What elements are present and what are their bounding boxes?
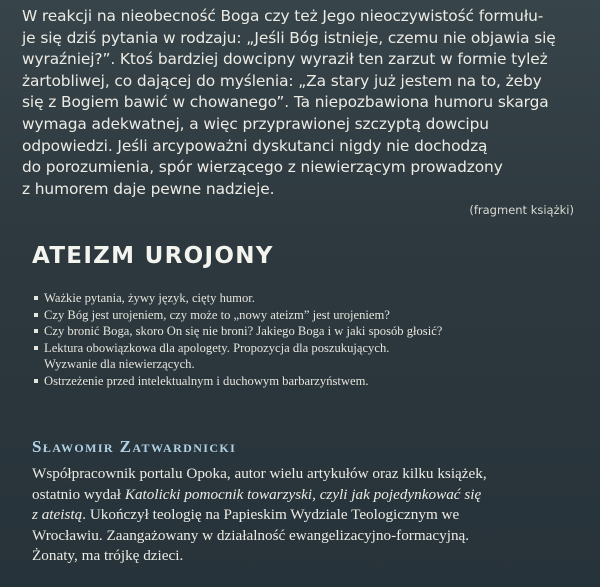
fragment-note: (fragment książki)	[469, 203, 574, 217]
book-title: Katolicki pomocnik towarzyski, czyli jak pojedynkować się	[124, 485, 482, 503]
list-item-text: Czy Bóg jest urojeniem, czy może to „nowy ateizm” jest urojeniem?	[44, 307, 390, 322]
bullet-icon	[34, 329, 38, 333]
author-name: Sławomir Zatwardnicki	[32, 437, 237, 456]
intro-paragraph	[22, 6, 578, 200]
bio-line	[32, 505, 577, 526]
list-item-text: Wyzwanie dla niewierzących.	[44, 357, 195, 371]
book-title: z ateistą	[32, 506, 83, 524]
bio-text: . Ukończył teologię na Papieskim Wydziale Teologicznym we	[82, 506, 460, 524]
feature-list	[34, 290, 554, 389]
list-item	[34, 290, 554, 307]
list-item	[34, 323, 554, 340]
list-item-text: Czy bronić Boga, skoro On się nie broni? Jakiego Boga i w jaki sposób głosić?	[44, 324, 443, 338]
intro-line: wymaga adekwatnej, a więc przyprawionej szczyptą dowcipu	[22, 114, 489, 133]
intro-line: odpowiedzi. Jeśli arcypoważni dyskutanci nigdy nie dochodzą	[22, 136, 488, 155]
bio-line	[32, 485, 577, 506]
bio-line: Żonaty, ma trójkę dzieci.	[32, 547, 184, 565]
intro-line: je się dziś pytania w rodzaju: „Jeśli Bóg istnieje, czemu nie objawia się	[22, 28, 556, 47]
intro-text	[22, 6, 578, 200]
bio-line: Współpracownik portalu Opoka, autor wielu artykułów oraz kilku książek,	[32, 465, 487, 482]
intro-line: do porozumienia, spór wierzącego z niewierzącym prowadzony	[22, 158, 503, 177]
intro-line: wyraźniej?”. Ktoś bardziej dowcipny wyraził ten zarzut w formie tyleż	[22, 50, 548, 69]
section-heading: ATEIZM UROJONY	[32, 243, 274, 269]
bullet-icon	[34, 346, 38, 350]
bullet-icon	[34, 379, 38, 383]
intro-line: W reakcji na nieobecność Boga czy też Jego nieoczywistość formułu-	[22, 7, 544, 25]
list-item	[34, 340, 554, 373]
author-bio	[32, 464, 577, 567]
list-item-text: Lektura obowiązkowa dla apologety. Propozycja dla poszukujących.	[44, 340, 390, 355]
bullet-icon	[34, 296, 38, 300]
bio-line: Wrocławiu. Zaangażowany w działalność ewangelizacyjno-formacyjną.	[32, 526, 470, 544]
intro-line: się z Bogiem bawić w chowanego”. Ta niepozbawiona humoru skarga	[22, 93, 549, 112]
list-item-text: Ostrzeżenie przed intelektualnym i duchowym barbarzyństwem.	[44, 373, 369, 388]
intro-line: żartobliwej, co dającej do myślenia: „Za stary już jestem na to, żeby	[22, 71, 542, 90]
bullet-icon	[34, 313, 38, 317]
list-item	[34, 307, 554, 324]
intro-line: z humorem daje pewne nadzieje.	[22, 179, 275, 198]
list-item	[34, 373, 554, 390]
list-item-text: Ważkie pytania, żywy język, cięty humor.	[44, 291, 255, 305]
bio-text: ostatnio wydał	[32, 485, 125, 503]
